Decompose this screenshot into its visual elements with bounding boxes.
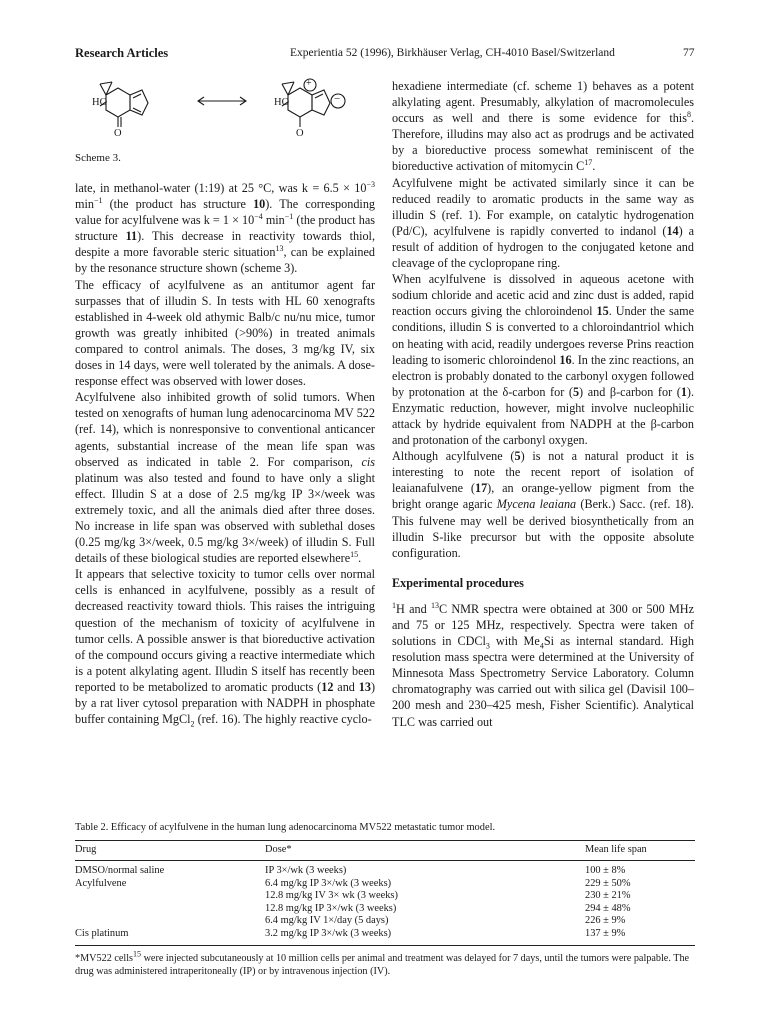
scheme-3-structures [78,68,378,152]
cell-drug [75,903,265,916]
cell-life-span: 137 ± 9% [585,927,626,939]
paragraph: hexadiene intermediate (cf. scheme 1) behaves as a potent alkylating agent. Presumably, alkylation of macromolecules occurs as well and there is some evidence for this$^8$. Therefore, illudins may also act as prodrugs and be activated by a bioreductive process somewhat reminiscent of the bioreductive activation of mitomycin $C^{17}$. [392,79,694,174]
paragraph: It appears that selective toxicity to tumor cells over normal cells is enhanced in acylfulvene, possibly as a result of decreased reactivity toward thiols. This raises the intriguing question of the mechanism of toxicity of acylfulvene in tumor cells. A possible answer is that bioreductive activation of the compound occurs giving a reactive intermediate which is a potent alkylating agent. Illudin S itself has recently been reported to be metabolized to aromatic products (12 and 13) by a rat liver cytosol preparation with NADPH in phosphate buffer containing MgCl$_2$ (ref. 16). The highly reactive cyclo- [75,567,375,729]
scheme-o-left: O [114,128,122,139]
cell-drug [75,890,265,903]
table-caption: Table 2. Efficacy of acylfulvene in the human lung adenocarcinoma MV522 metastatic tumor model. [75,822,496,833]
left-column [75,180,375,727]
cell-dose: 12.8 mg/kg IP 3×/wk (3 weeks) [265,902,397,914]
paragraph: late, in methanol-water (1:19) at 25 °C, was $k = 6.5 \times 10^{-3}$ $\min^{-1} (the$ product has structure 10). The corresponding value for acylfulvene was $k = 1 \times 10^{-4}$ $\min^{-1} (the$ product has structure 11). This decrease in reactivity towards thiol, despite a more favorable steric situation$^{13}$, can be explained by the resonance structure shown (scheme 3). [75,179,376,276]
paragraph: Acylfulvene might be activated similarly since it can be reduced readily to aromatic products in the same way as illudin S (ref. 1). For example, on catalytic hydrogenation (Pd/C), acylfulvene is rapidly converted to indanol (14) a result of addition of hydrogen to the conjugated ketone and cleavage of the cyclopropane ring. [392,175,695,271]
cell-dose: 6.4 mg/kg IV 1×/day (5 days) [265,915,389,927]
paragraph: $^1$H and $^{13}$C NMR spectra were obtained at 300 or 500 MHz and 75 or 125 MHz, respectively. Spectra were taken of solutions in CDCl$_3$ with $Me_4Si$ as internal standard. High resolution mass spectra were determined at the University of Minnesota Mass Spectrometry Service Laboratory. Column chromatography was carried out with silica gel (Davisil 100–200 mesh and 230–425 mesh, Fisher Scientific). Analytical TLC was carried out [392,600,695,729]
cell-drug: Cis platinum [75,927,129,939]
paragraph: The efficacy of acylfulvene as an antitumor agent far surpasses that of illudin S. In tests with HL 60 xenografts established in 4-week old athymic Balb/c nu/nu mice, tumor growth was greatly inhibited (>90%) in treated animals compared to control animals. The doses, 3 mg/kg IV, six doses in 14 days, were well tolerated by the animals. A dose-response effect was observed with lower doses. [75,277,375,389]
right-column [392,78,694,730]
cell-dose: 12.8 mg/kg IV 3× wk (3 weeks) [265,890,398,902]
page-number: 77 [683,47,695,59]
table-header-row [75,841,695,860]
table-2 [75,822,695,978]
journal-citation: Experientia 52 (1996), Birkhäuser Verlag, CH-4010 Basel/Switzerland [290,47,615,59]
scheme-minus-sign: − [334,93,341,105]
cell-dose: 3.2 mg/kg IP 3×/wk (3 weeks) [265,927,392,939]
table-body [75,861,695,941]
cell-life-span: 294 ± 48% [585,902,631,914]
table-row [75,928,695,941]
table-row [75,878,695,891]
scheme-ho-right: HO [274,97,290,108]
scheme-ho-left: HO [92,97,108,108]
column-header-dose: Dose* [265,844,292,855]
scheme-label: Scheme 3. [75,152,121,164]
table-row [75,903,695,916]
paragraph: Although acylfulvene (5) is not a natural product it is interesting to note the recent report of isolation of leaianafulvene (17), an orange-yellow pigment from the bright orange agaric Mycena leaiana (Berk.) Sacc. (ref. 18). This fulvene may well be derived biosynthetically from an illudin S-like precursor but with the opposite absolute configuration. [392,449,694,560]
column-header-mean-life-span: Mean life span [585,844,647,855]
table-footnote: *MV522 cells$^{15}$ were injected subcutaneously at 10 million cells per animal and treatment was delayed for 7 days, until the tumors were palpable. The drug was administered intraperitoneally (IP) or by intravenous injection (IV). [75,949,690,977]
table-row [75,915,695,928]
table-bottom-rule [75,945,695,946]
section-heading: Experimental procedures [392,575,524,590]
paragraph: Acylfulvene also inhibited growth of solid tumors. When tested on xenografts of human lung adenocarcinoma MV 522 (ref. 14), which is nonresponsive to conventional anticancer agents, substantial increase of the mean life span was observed as indicated in table 2. For comparison, cis platinum was also tested and found to have only a slight effect. Illudin S at a dose of 2.5 mg/kg IP 3×/week was extremely toxic, and all the animals died after three doses. No increase in life span was observed with sublethal doses (0.25 mg/kg 3×/week, 0.5 mg/kg 3×/week) of illudin S. Full details of these biological studies are reported elsewhere$^{15}$. [75,390,375,566]
cell-dose: 6.4 mg/kg IP 3×/wk (3 weeks) [265,877,392,889]
section-label: Research Articles [75,46,169,60]
column-header-drug: Drug [75,844,97,855]
table-row [75,890,695,903]
cell-drug [75,915,265,928]
cell-life-span: 230 ± 21% [585,890,631,902]
scheme-plus-sign: + [306,78,312,89]
table-row [75,865,695,878]
scheme-o-right: O [296,128,304,139]
paragraph: When acylfulvene is dissolved in aqueous acetone with sodium chloride and acetic acid and zinc dust is added, rapid reaction occurs giving the chloroindenol 15. Under the same conditions, illudin S is converted to a chloroindantriol which on heating with acid, readily undergoes reverse Prins reaction leading to isomeric chloroindenol 16. In the zinc reactions, an electron is probably donated to the carbonyl oxygen followed by protonation at the δ-carbon for (5) and β-carbon for (1). Enzymatic reduction, however, might involve nucleophilic attack by hydride equivalent from NADPH at the β-carbon and protonation of the carbonyl oxygen. [392,272,695,448]
cell-life-span: 100 ± 8% [585,865,626,876]
cell-life-span: 226 ± 9% [585,915,626,927]
cell-dose: IP 3×/wk (3 weeks) [265,865,347,876]
cell-life-span: 229 ± 50% [585,877,631,889]
cell-drug: DMSO/normal saline [75,865,165,876]
cell-drug: Acylfulvene [75,877,127,889]
